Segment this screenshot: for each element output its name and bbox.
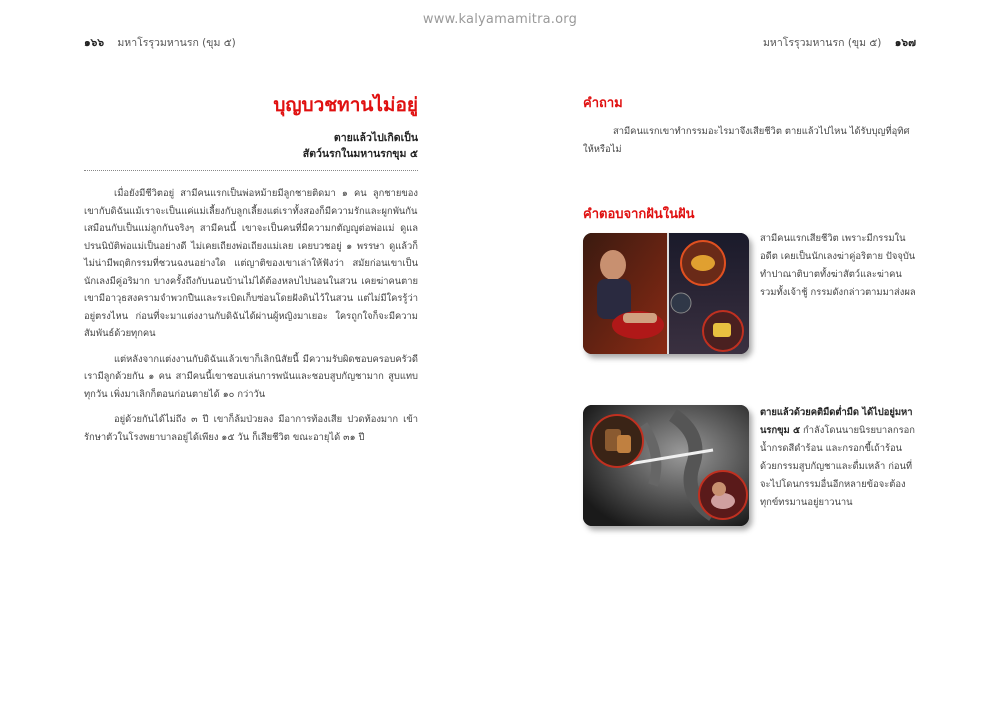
caption-hell-bold: ตายแล้วด้วยคติมืดต่ำมืด ได้ไปอยู่มหานรกขุม ๕ — [760, 407, 913, 436]
running-header-left — [84, 34, 236, 51]
dotted-divider — [84, 170, 418, 171]
story-paragraph-2: แต่หลังจากแต่งงานกับดิฉันแล้วเขาก็เลิกนิสัยนี้ มีความรับผิดชอบครอบครัวดี เรามีลูกด้วยกัน ๑ คน สามีคนนี้เขาชอบเล่นการพนันและชอบสูบกัญชามาก สูบแทบทุกวัน เพิ่งมาเลิกก็ตอนก่อนตายได้ ๑๐ กว่าวัน — [84, 353, 418, 400]
page-number-right: ๑๖๗ — [894, 37, 916, 49]
caption-past-karma: สามีคนแรกเสียชีวิต เพราะมีกรรมในอดีต เคยเป็นนักเลงฆ่าคู่อริตาย ปัจจุบันทำปาณาติบาตทั้งฆ่าสัตว์และฆ่าคนรวมทั้งเจ้าชู้ กรรมดังกล่าวตามมาส่งผล — [760, 233, 916, 298]
site-url: www.kalyamamitra.org — [422, 12, 578, 27]
story-subtitle — [84, 130, 418, 162]
running-header-right — [763, 34, 916, 51]
story-paragraph-3: อยู่ด้วยกันได้ไม่ถึง ๓ ปี เขาก็ล้มป่วยลง มีอาการท้องเสีย ปวดท้องมาก เข้ารักษาตัวในโรงพยาบาลอยู่ได้เพียง ๑๕ วัน ก็เสียชีวิต ขณะอายุได้ ๓๑ ปี — [84, 414, 418, 443]
question-heading: คำถาม — [583, 96, 623, 111]
right-page — [583, 92, 917, 224]
book-title-left: มหาโรรุวมหานรก (ขุม ๕) — [117, 37, 236, 49]
subtitle-line-2: สัตว์นรกในมหานรกขุม ๕ — [302, 148, 418, 160]
caption-hell-text: กำลังโดนนายนิรยบาลกรอกน้ำกรดสีดำร้อน และกรอกขี้เถ้าร้อนด้วยกรรมสูบกัญชาและดื่มเหล้า ก่อนที่จะไปโดนกรรมอื่นอีกหลายข้อจะต้องทุกข์ทรมานอยู่ยาวนาน — [760, 425, 915, 508]
story-title: บุญบวชทานไม่อยู่ — [273, 94, 418, 116]
subtitle-line-1: ตายแล้วไปเกิดเป็น — [333, 132, 418, 144]
page-number-left: ๑๖๖ — [84, 37, 104, 49]
caption-hell-punishment — [760, 404, 918, 512]
story-paragraph-1: เมื่อยังมีชีวิตอยู่ สามีคนแรกเป็นพ่อหม้ายมีลูกชายติดมา ๑ คน ลูกชายของเขากับดิฉันแม้เราจะเป็นแค่แม่เลี้ยงกับลูกเลี้ยงแต่เราทั้งสองก็มีความรักและผูกพันกันเสมือนกับเป็นแม่ลูกกันจริงๆ สามีคนนี้ เขาจะเป็นคนที่มีความกตัญญูต่อพ่อแม่ ดูแลปรนนิบัติพ่อแม่เป็นอย่างดี ไม่เคยเถียงพ่อเถียงแม่เลย เคยบวชอยู่ ๑ พรรษา ดูแล้วก็ไม่น่ามีพฤติกรรมที่ชวนฉงนอย่างใด แต่ญาติของเขาเล่าให้ฟังว่า สมัยก่อนเขาเป็นนักเลงมีคู่อริมาก บางครั้งถึงกับนอนบ้านไม่ได้ต้องหลบไปนอนในสวน เคยฆ่าคนตาย เขามีอาวุธสงครามจำพวกปืนและระเบิดเก็บซ่อนโดยฝังดินไว้ในสวน แต่ไม่มีใครรู้ว่าอยู่ตรงไหน ก่อนที่จะมาแต่งงานกับดิฉันได้ผ่านผู้หญิงมาเยอะ ใครถูกใจก็จะมีความสัมพันธ์ด้วยทุกคน — [84, 188, 418, 339]
illustration-hell-punishment — [583, 405, 749, 526]
question-text: สามีคนแรกเขาทำกรรมอะไรมาจึงเสียชีวิต ตายแล้วไปไหน ได้รับบุญที่อุทิศให้หรือไม่ — [583, 126, 910, 155]
answer-heading: คำตอบจากฝันในฝัน — [583, 207, 695, 222]
left-page — [84, 90, 418, 454]
book-title-right: มหาโรรุวมหานรก (ขุม ๕) — [763, 37, 882, 49]
illustration-past-karma — [583, 233, 749, 354]
